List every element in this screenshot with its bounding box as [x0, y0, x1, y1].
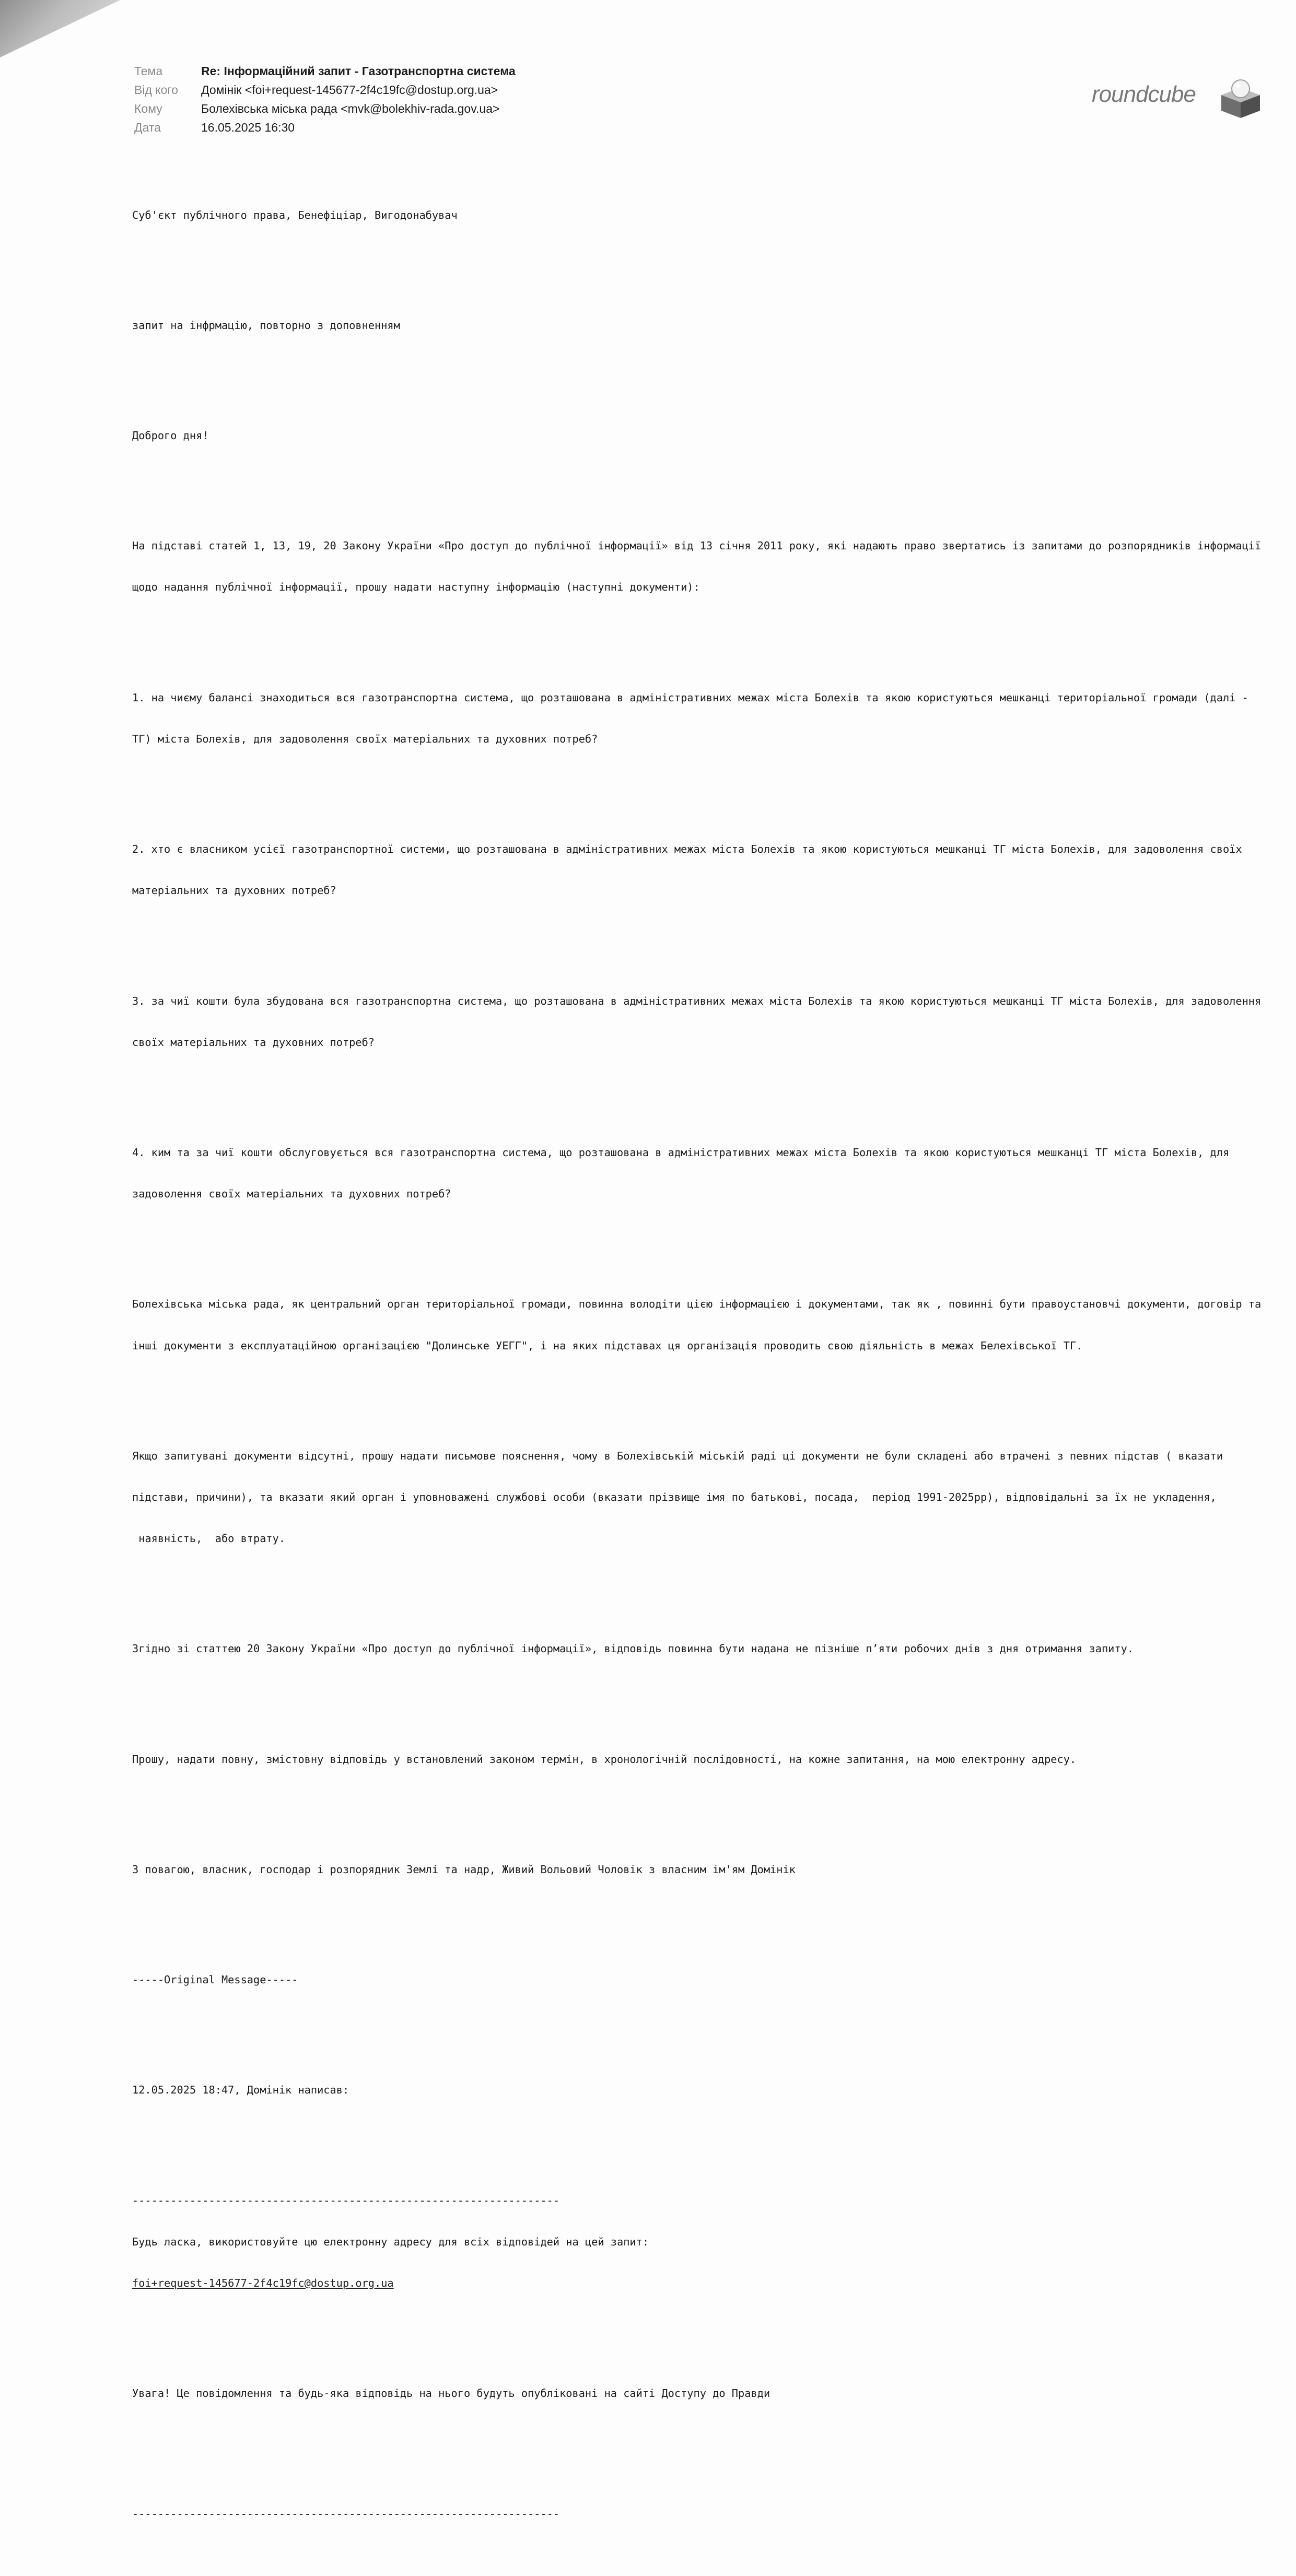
divider-top: -------------------------------------------------------------------	[132, 2194, 560, 2207]
date-value: 16.05.2025 16:30	[201, 121, 295, 134]
body-line: Болехівська міська рада, як центральний орган територіальної громади, повинна володіти цією інформацією і документами, так як , повинні бути правоустановчі документи, договір та	[132, 1298, 1262, 1311]
body-line: підстави, причини), та вказати який орган і уповноважені службові особи (вказати прізвище імя по батькові, посада, період 1991-2025рр), відповідальні за їх не укладення,	[132, 1491, 1217, 1504]
header-row-to	[134, 99, 516, 118]
body-line: Увага! Це повідомлення та будь-яка відповідь на нього будуть опубліковані на сайті Доступу до Правди	[132, 2387, 770, 2400]
body-line: запит на інфрмацію, повторно з доповненням	[132, 319, 400, 332]
publication-notice	[132, 2359, 1281, 2428]
body-line: -----Original Message-----	[132, 1973, 298, 1986]
body-line: щодо надання публічної інформації, прошу надати наступну інформацію (наступні документи):	[132, 581, 700, 594]
original-message-separator	[132, 1945, 1281, 2014]
question-4	[132, 1118, 1281, 1228]
body-line: Суб'єкт публічного права, Бенефіціар, Вигодонабувач	[132, 208, 458, 221]
missing-docs-paragraph	[132, 1421, 1281, 1573]
body-line: Доброго дня!	[132, 429, 209, 442]
body-line: інші документи з експлуатаційною організацією "Долинське УЕГГ", і на яких підставах ця організація проводить свою діяльність в межах Белехівської ТГ.	[132, 1339, 1083, 1352]
body-line: На підставі статей 1, 13, 19, 20 Закону України «Про доступ до публічної інформації» від 13 січня 2011 року, які надають право звертатись із запитами до розпорядників інформації	[132, 539, 1262, 552]
body-line: задоволення своїх матеріальних та духовних потреб?	[132, 1187, 451, 1201]
divider-bottom-block	[132, 2479, 1281, 2548]
council-duty-paragraph	[132, 1270, 1281, 1380]
divider-bottom: -------------------------------------------------------------------	[132, 2507, 560, 2520]
body-line: 1. на чиєму балансі знаходиться вся газотранспортна система, що розташована в адміністративних межах міста Болехів та якою користуються мешканці територіальної громади (далі -	[132, 691, 1248, 704]
quote-header	[132, 2056, 1281, 2125]
header-row-date	[134, 118, 516, 137]
message-body	[132, 153, 1281, 2576]
body-line: ТГ) міста Болехів, для задоволення своїх матеріальних та духовних потреб?	[132, 732, 598, 745]
body-line: 3. за чиї кошти була збудована вся газотранспортна система, що розташована в адміністративних межах міста Болехів та якою користуються мешканці ТГ міста Болехів, для задоволення	[132, 994, 1262, 1007]
request-answer-paragraph	[132, 1725, 1281, 1794]
body-line: Згідно зі статтею 20 Закону України «Про доступ до публічної інформації», відповідь повинна бути надана не пізніше п’яти робочих днів з дня отримання запиту.	[132, 1642, 1134, 1655]
reply-instructions	[132, 2166, 1281, 2318]
body-line: З повагою, власник, господар і розпорядник Землі та надр, Живий Вольовий Чоловік з власним ім'ям Домінік	[132, 1863, 796, 1876]
from-label: Від кого	[134, 83, 179, 97]
folded-corner	[0, 0, 120, 57]
logo-wordmark: roundcube	[1092, 81, 1196, 107]
body-line: Якщо запитувані документи відсутні, прошу надати письмове пояснення, чому в Болехівській міській раді ці документи не були складені або втрачені з певних підстав ( вказати	[132, 1449, 1223, 1462]
to-value: Болехівська міська рада <mvk@bolekhiv-rada.gov.ua>	[201, 102, 500, 115]
subject-value: Re: Інформаційний запит - Газотранспортна система	[201, 64, 516, 78]
greeting	[132, 401, 1281, 470]
signature	[132, 1835, 1281, 1904]
reply-instruction-text: Будь ласка, використовуйте цю електронну адресу для всіх відповідей на цей запит:	[132, 2235, 649, 2248]
subject-label: Тема	[134, 64, 163, 78]
body-line: наявність, або втрату.	[132, 1532, 286, 1545]
question-1	[132, 663, 1281, 773]
intro-paragraph	[132, 511, 1281, 621]
addressee-line	[132, 181, 1281, 250]
roundcube-cube-icon	[1217, 73, 1264, 120]
body-line: 12.05.2025 18:47, Домінік написав:	[132, 2084, 349, 2097]
roundcube-logo	[1092, 73, 1264, 120]
body-line: Прошу, надати повну, змістовну відповідь у встановлений законом термін, в хронологічній послідовності, на кожне запитання, на мою електронну адресу.	[132, 1752, 1077, 1766]
body-line: своїх матеріальних та духовних потреб?	[132, 1036, 375, 1049]
body-line: матеріальних та духовних потреб?	[132, 884, 336, 897]
message-headers	[134, 62, 516, 137]
body-line: 2. хто є власником усієї газотранспортної системи, що розташована в адміністративних межах міста Болехів та якою користуються мешканці ТГ міста Болехів, для задоволення своїх	[132, 843, 1242, 856]
date-label: Дата	[134, 121, 161, 134]
reply-address-link[interactable]: foi+request-145677-2f4c19fc@dostup.org.ua	[132, 2276, 394, 2289]
to-label: Кому	[134, 102, 162, 115]
body-line: 4. ким та за чиї кошти обслуговується вся газотранспортна система, що розташована в адміністративних межах міста Болехів та якою користуються мешканці ТГ міста Болехів, для	[132, 1146, 1230, 1159]
header-row-subject	[134, 62, 516, 80]
from-value: Домінік <foi+request-145677-2f4c19fc@dostup.org.ua>	[201, 83, 498, 97]
request-note	[132, 291, 1281, 360]
question-2	[132, 815, 1281, 925]
deadline-paragraph	[132, 1615, 1281, 1684]
question-3	[132, 967, 1281, 1077]
header-row-from	[134, 80, 516, 99]
